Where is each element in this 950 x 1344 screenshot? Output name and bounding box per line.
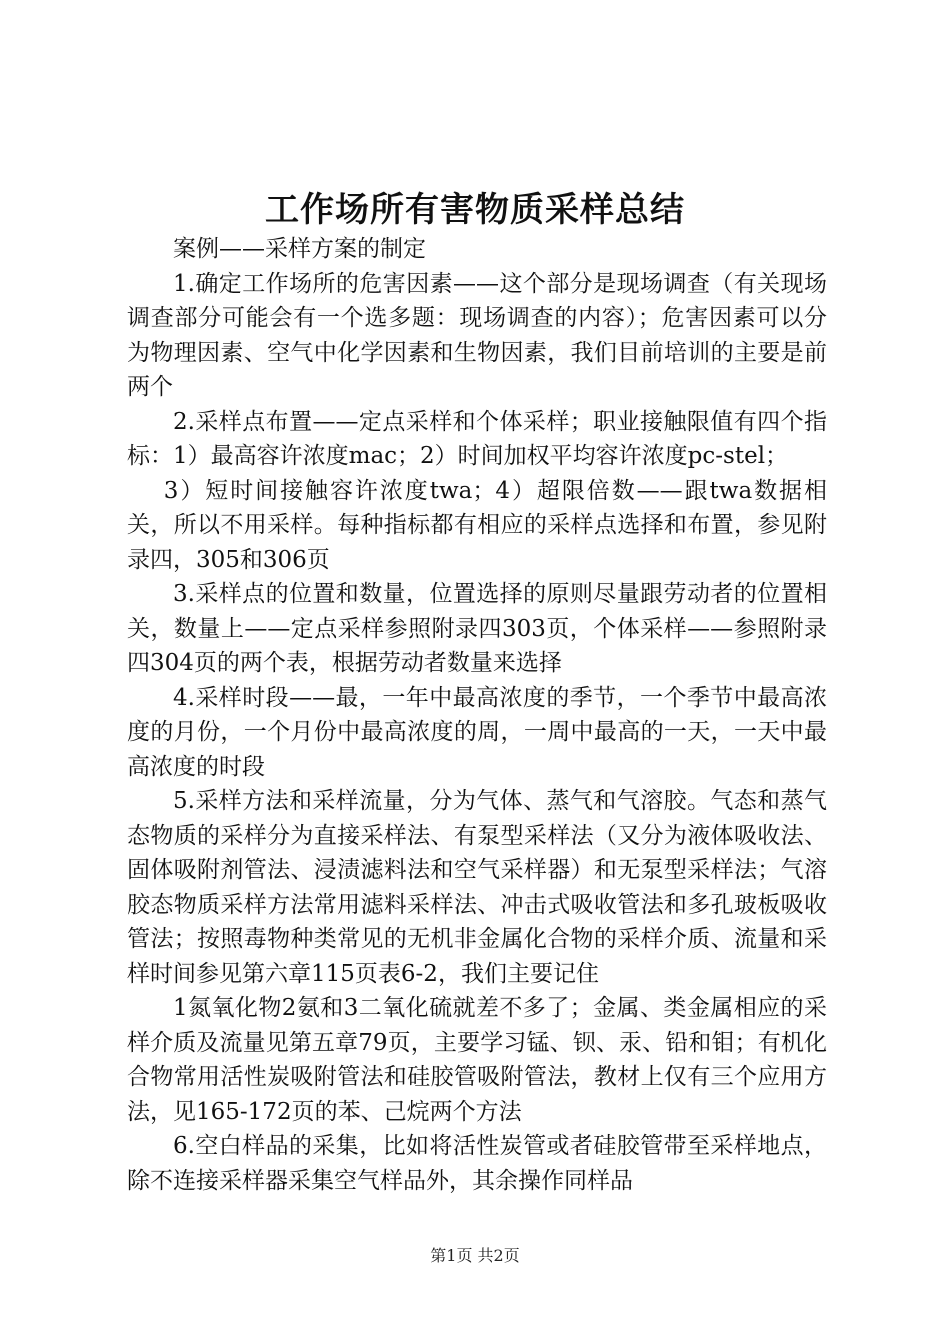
paragraph-step-4: 4.采样时段——最，一年中最高浓度的季节，一个季节中最高浓度的月份，一个月份中最高浓度的周，一周中最高的一天，一天中最高浓度的时段 bbox=[127, 684, 827, 780]
page-number-footer: 第1页 共2页 bbox=[430, 1246, 520, 1265]
paragraph-step-3: 3.采样点的位置和数量，位置选择的原则尽量跟劳动者的位置相关，数量上——定点采样参照附录四303页，个体采样——参照附录四304页的两个表，根据劳动者数量来选择 bbox=[127, 581, 827, 676]
document-title: 工作场所有害物质采样总结 bbox=[265, 190, 685, 230]
document-body bbox=[127, 232, 827, 1198]
paragraph-step-6: 6.空白样品的采集，比如将活性炭管或者硅胶管带至采样地点，除不连接采样器采集空气样品外，其余操作同样品 bbox=[127, 1133, 827, 1194]
paragraph-step-1: 1.确定工作场所的危害因素——这个部分是现场调查（有关现场调查部分可能会有一个选多题：现场调查的内容）；危害因素可以分为物理因素、空气中化学因素和生物因素，我们目前培训的主要是前两个 bbox=[127, 270, 827, 400]
paragraph-step-2-continued: 3）短时间接触容许浓度twa；4）超限倍数——跟twa数据相关，所以不用采样。每种指标都有相应的采样点选择和布置，参见附录四，305和306页 bbox=[127, 477, 827, 573]
paragraph-step-2: 2.采样点布置——定点采样和个体采样；职业接触限值有四个指标：1）最高容许浓度mac；2）时间加权平均容许浓度pc-stel； bbox=[127, 408, 827, 469]
paragraph-step-5: 5.采样方法和采样流量，分为气体、蒸气和气溶胶。气态和蒸气态物质的采样分为直接采样法、有泵型采样法（又分为液体吸收法、固体吸附剂管法、浸渍滤料法和空气采样器）和无泵型采样法；气溶胶态物质采样方法常用滤料采样法、冲击式吸收管法和多孔玻板吸收管法；按照毒物种类常见的无机非金属化合物的采样介质、流量和采样时间参见第六章115页表6-2，我们主要记住 bbox=[127, 788, 827, 987]
paragraph-case-heading: 案例——采样方案的制定 bbox=[173, 236, 426, 262]
paragraph-step-5-continued: 1氮氧化物2氨和3二氧化硫就差不多了；金属、类金属相应的采样介质及流量见第五章79页，主要学习锰、钡、汞、铅和钼；有机化合物常用活性炭吸附管法和硅胶管吸附管法，教材上仅有三个应用方法，见165-172页的苯、己烷两个方法 bbox=[127, 995, 827, 1125]
